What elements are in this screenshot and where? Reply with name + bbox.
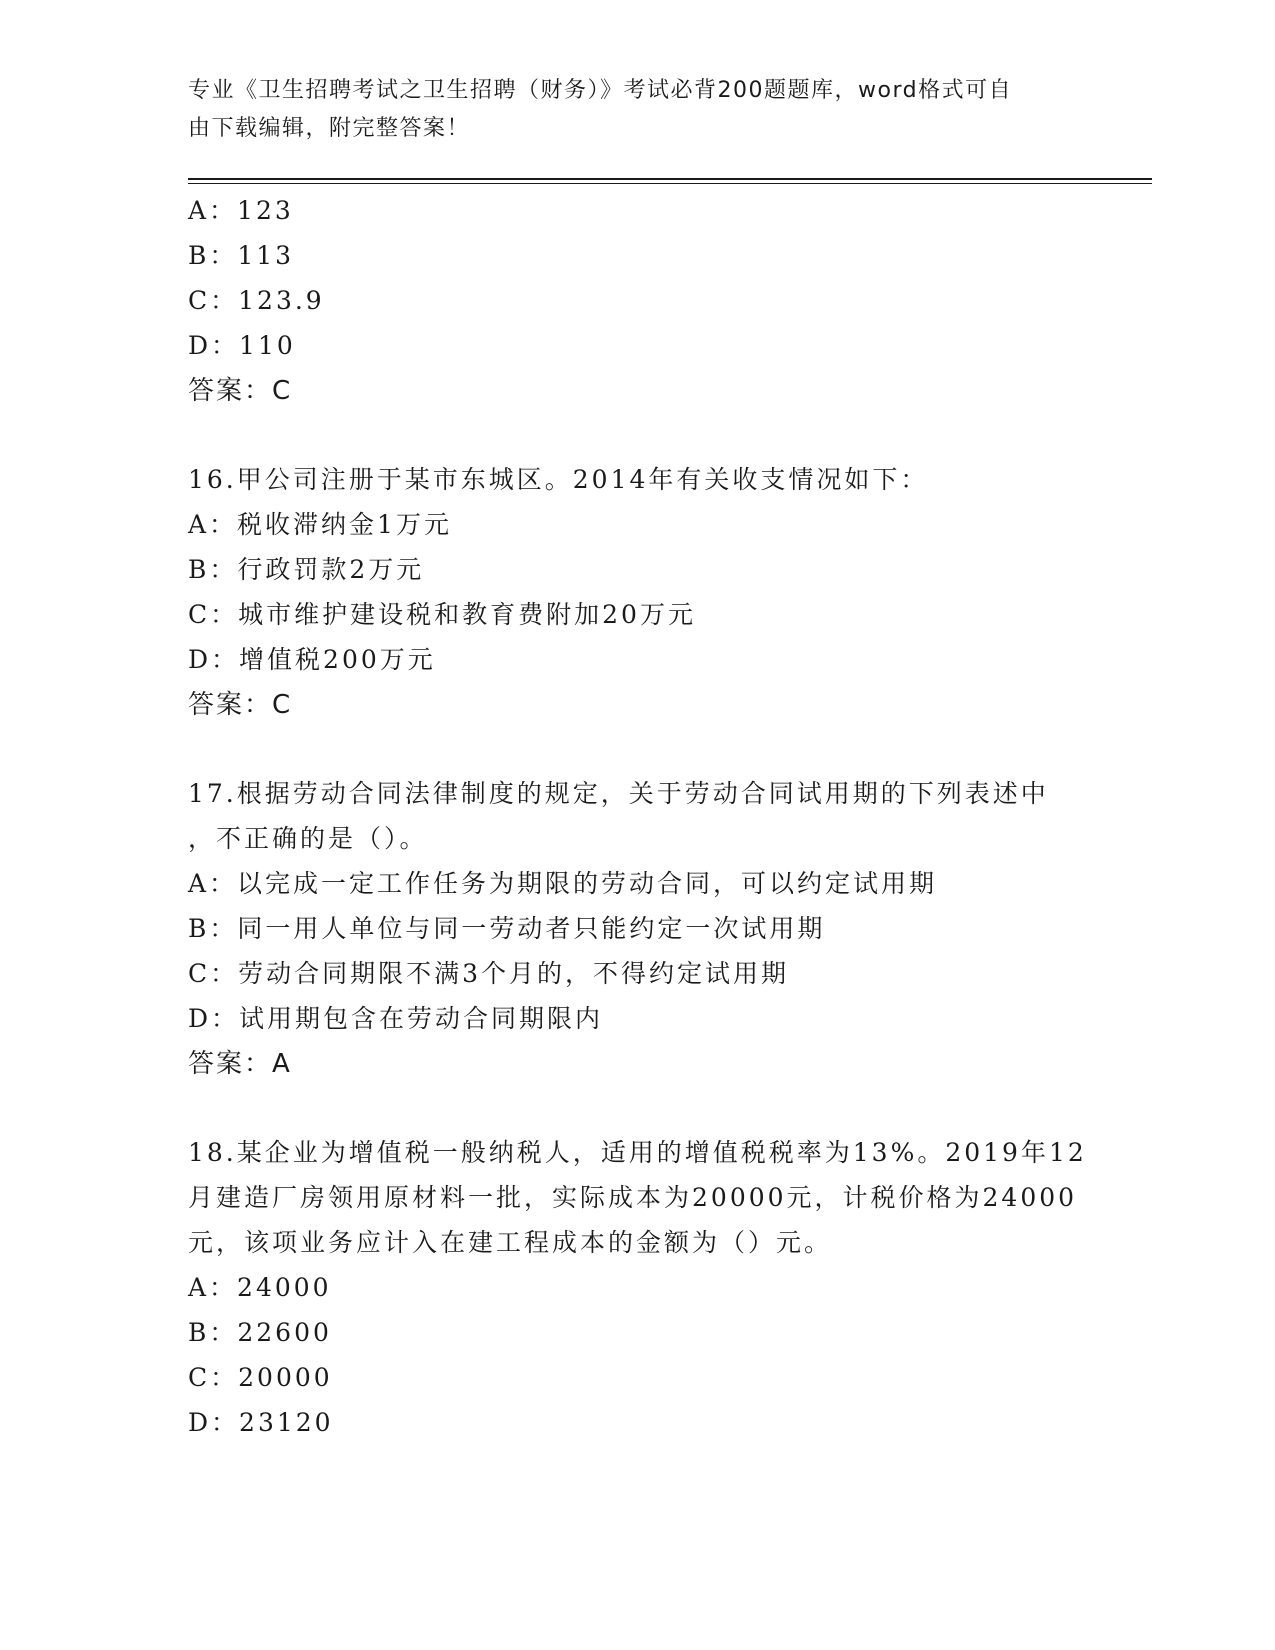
- q17-option-b: B：同一用人单位与同一劳动者只能约定一次试用期: [188, 914, 826, 943]
- q18-option-d: D：23120: [188, 1408, 334, 1437]
- q16-answer: 答案：C: [188, 690, 293, 720]
- q16-option-b: B：行政罚款2万元: [188, 555, 425, 584]
- q15-option-d: D：110: [188, 331, 296, 360]
- header-divider-thick: [188, 178, 1152, 180]
- q17-option-a: A：以完成一定工作任务为期限的劳动合同，可以约定试用期: [188, 869, 938, 898]
- q17-option-c: C：劳动合同期限不满3个月的，不得约定试用期: [188, 959, 790, 988]
- header-divider-thin: [188, 183, 1152, 184]
- q18-option-c: C：20000: [188, 1363, 333, 1392]
- header-line-2: 由下载编辑，附完整答案！: [188, 116, 471, 141]
- q16-stem: 16.甲公司注册于某市东城区。2014年有关收支情况如下：: [188, 465, 929, 494]
- q16-option-a: A：税收滞纳金1万元: [188, 510, 452, 539]
- q15-option-b: B：113: [188, 241, 295, 270]
- q18-option-b: B：22600: [188, 1318, 332, 1347]
- q15-answer: 答案：C: [188, 376, 293, 406]
- q16-option-c: C：城市维护建设税和教育费附加20万元: [188, 600, 696, 629]
- q18-stem-line-1: 18.某企业为增值税一般纳税人，适用的增值税税率为13%。2019年12: [188, 1138, 1087, 1167]
- q17-answer: 答案：A: [188, 1049, 292, 1079]
- q18-stem-line-3: 元，该项业务应计入在建工程成本的金额为（）元。: [188, 1228, 833, 1257]
- q16-option-d: D：增值税200万元: [188, 645, 436, 674]
- q17-stem-line-2: ，不正确的是（）。: [188, 824, 428, 853]
- q18-option-a: A：24000: [188, 1273, 332, 1302]
- q15-option-a: A：123: [188, 196, 294, 225]
- q18-stem-line-2: 月建造厂房领用原材料一批，实际成本为20000元，计税价格为24000: [188, 1183, 1078, 1212]
- q17-option-d: D：试用期包含在劳动合同期限内: [188, 1004, 604, 1033]
- q17-stem-line-1: 17.根据劳动合同法律制度的规定，关于劳动合同试用期的下列表述中: [188, 779, 1049, 808]
- document-header: [188, 72, 1088, 148]
- header-line-1: 专业《卫生招聘考试之卫生招聘（财务）》考试必背200题题库，word格式可自: [188, 78, 1013, 103]
- q15-option-c: C：123.9: [188, 286, 325, 315]
